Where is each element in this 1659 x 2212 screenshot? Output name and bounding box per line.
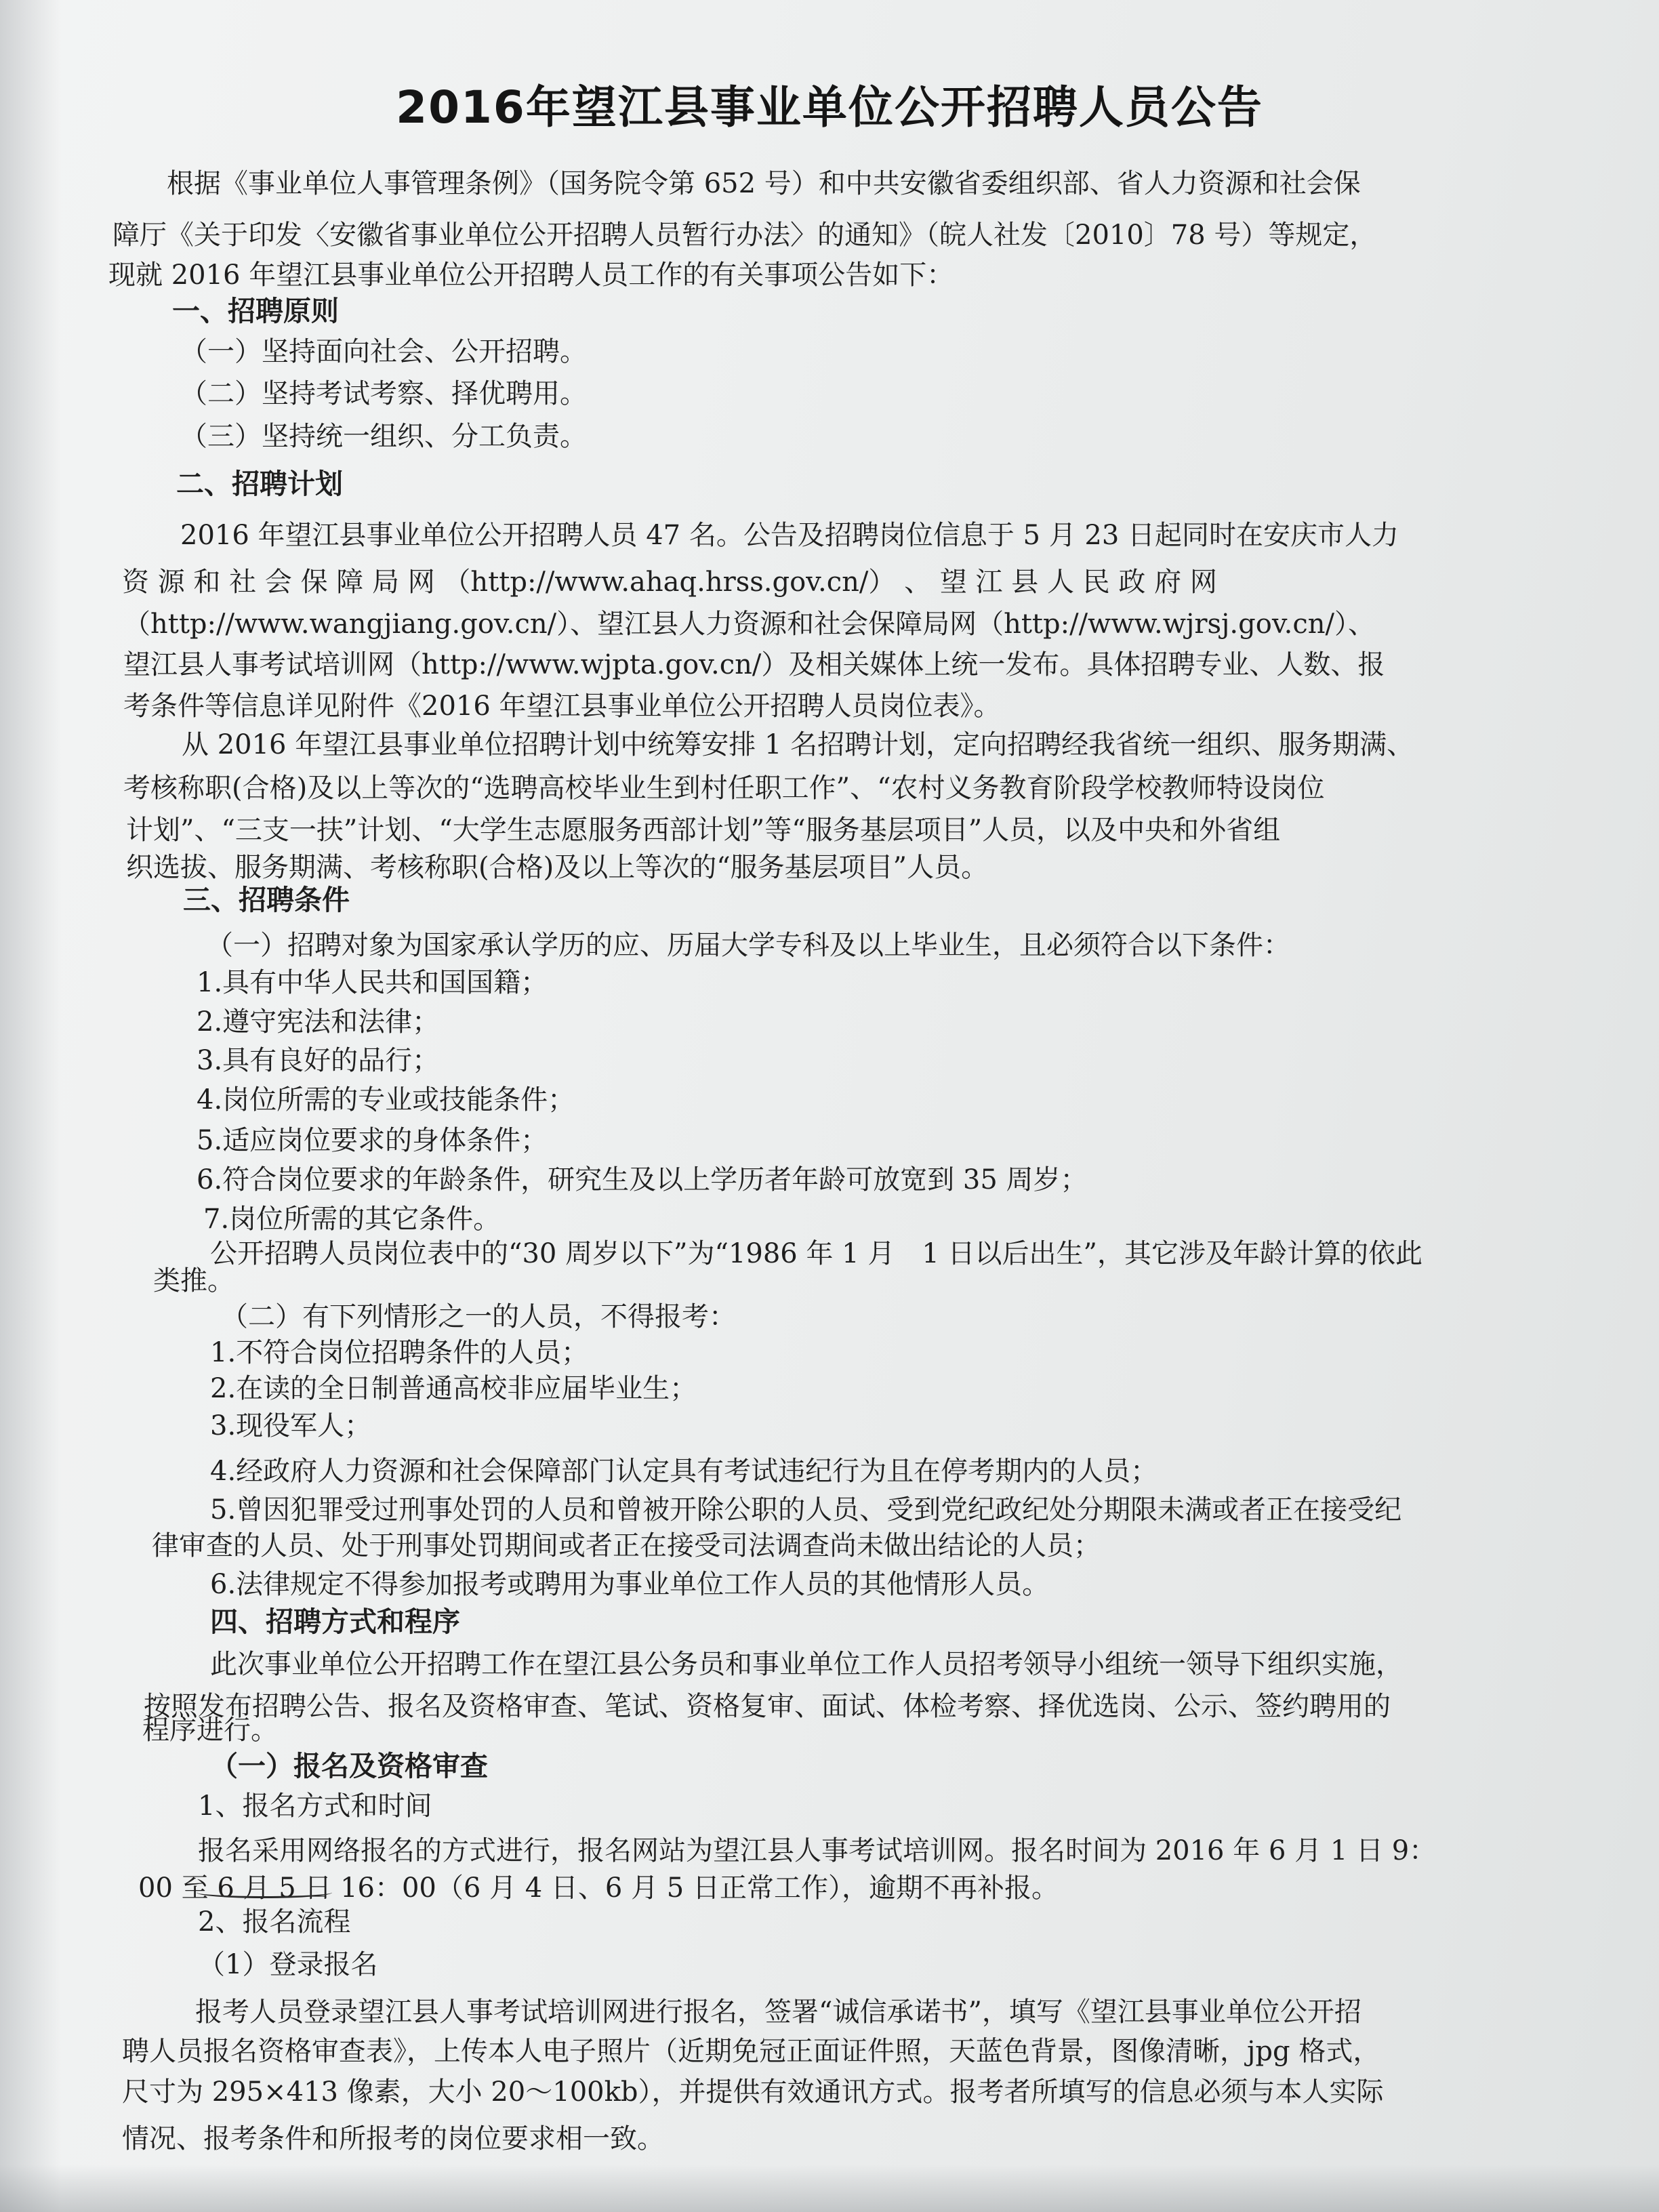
paragraph-line: 织选拔、服务期满、考核称职(合格)及以上等次的“服务基层项目”人员。 (126, 852, 989, 883)
paragraph-line: 00 至 6 月 5 日 16：00（6 月 4 日、6 月 5 日正常工作），逾期不再补报。 (138, 1872, 1059, 1904)
list-item: 6.法律规定不得参加报考或聘用为事业单位工作人员的其他情形人员。 (210, 1569, 1050, 1600)
list-item: （三）坚持统一组织、分工负责。 (180, 421, 587, 452)
section-heading: 二、招聘计划 (176, 468, 343, 500)
list-item: 1.不符合岗位招聘条件的人员； (210, 1337, 589, 1368)
list-item: 5.曾因犯罪受过刑事处罚的人员和曾被开除公职的人员、受到党纪政纪处分期限未满或者正在接受纪 (210, 1494, 1402, 1525)
list-item: 律审查的人员、处于刑事处罚期间或者正在接受司法调查尚未做出结论的人员； (152, 1530, 1101, 1561)
list-item: （二）坚持考试考察、择优聘用。 (180, 378, 587, 409)
paragraph-line: 报名采用网络报名的方式进行，报名网站为望江县人事考试培训网。报名时间为 2016 年 6 月 1 日 9： (198, 1835, 1437, 1866)
paragraph-line: 尺寸为 295×413 像素，大小 20～100kb），并提供有效通讯方式。报考者所填写的信息必须与本人实际 (122, 2076, 1384, 2108)
section-heading: 三、招聘条件 (183, 884, 350, 916)
paragraph-line: 2016 年望江县事业单位公开招聘人员 47 名。公告及招聘岗位信息于 5 月 23 日起同时在安庆市人力 (180, 520, 1399, 551)
list-item: 6.符合岗位要求的年龄条件，研究生及以上学历者年龄可放宽到 35 周岁； (197, 1164, 1088, 1195)
list-item: 3.现役军人； (210, 1410, 372, 1441)
paragraph-line: 按照发布招聘公告、报名及资格审查、笔试、资格复审、面试、体检考察、择优选岗、公示、签约聘用的 (144, 1691, 1391, 1722)
paragraph-line: 情况、报考条件和所报考的岗位要求相一致。 (122, 2123, 664, 2154)
list-item: 5.适应岗位要求的身体条件； (197, 1125, 548, 1156)
list-item: 2.遵守宪法和法律； (197, 1006, 440, 1038)
paragraph-line: 考条件等信息详见附件《2016 年望江县事业单位公开招聘人员岗位表》。 (123, 691, 1001, 722)
paragraph-line: 聘人员报名资格审查表》，上传本人电子照片（近期免冠正面证件照，天蓝色背景，图像清晰，jpg 格式， (122, 2036, 1380, 2067)
paragraph-line: 计划”、“三支一扶”计划、“大学生志愿服务西部计划”等“服务基层项目”人员，以及中央和外省组 (126, 815, 1281, 846)
section-heading: 一、招聘原则 (172, 295, 339, 327)
sub-heading: （二）有下列情形之一的人员，不得报考： (221, 1301, 736, 1332)
paragraph-line: 公开招聘人员岗位表中的“30 周岁以下”为“1986 年 1 月 1 日以后出生”，其它涉及年龄计算的依此 (210, 1238, 1422, 1269)
list-item: （一）坚持面向社会、公开招聘。 (180, 336, 587, 367)
list-item: 4.经政府人力资源和社会保障部门认定具有考试违纪行为且在停考期内的人员； (210, 1456, 1158, 1487)
paragraph-line: 考核称职(合格)及以上等次的“选聘高校毕业生到村任职工作”、“农村义务教育阶段学校教师特设岗位 (123, 773, 1325, 804)
paragraph-line: 资 源 和 社 会 保 障 局 网 （http://www.ahaq.hrss.gov.cn/） 、 望 江 县 人 民 政 府 网 (122, 567, 1217, 598)
paragraph-line: 望江县人事考试培训网（http://www.wjpta.gov.cn/）及相关媒体上统一发布。具体招聘专业、人数、报 (123, 649, 1385, 680)
sub-heading: （一）招聘对象为国家承认学历的应、历届大学专科及以上毕业生，且必须符合以下条件： (206, 930, 1290, 961)
paragraph-line: 类推。 (153, 1265, 234, 1296)
paragraph-line: （1）登录报名 (198, 1949, 378, 1980)
paragraph-line: 程序进行。 (142, 1715, 278, 1746)
paragraph-line: 根据《事业单位人事管理条例》（国务院令第 652 号）和中共安徽省委组织部、省人力资源和社会保 (167, 168, 1361, 199)
list-item: 1.具有中华人民共和国国籍； (197, 967, 548, 998)
paragraph-line: 现就 2016 年望江县事业单位公开招聘人员工作的有关事项公告如下： (108, 260, 954, 291)
list-item: 3.具有良好的品行； (197, 1045, 440, 1076)
paragraph-line: 障厅《关于印发〈安徽省事业单位公开招聘人员暂行办法〉的通知》（皖人社发〔2010〕78 号）等规定， (112, 220, 1377, 251)
section-heading: 四、招聘方式和程序 (210, 1605, 460, 1638)
paragraph-line: 从 2016 年望江县事业单位招聘计划中统筹安排 1 名招聘计划，定向招聘经我省统一组织、服务期满、 (182, 729, 1414, 760)
paragraph-line: （http://www.wangjiang.gov.cn/）、望江县人力资源和社会保障局网（http://www.wjrsj.gov.cn/）、 (123, 609, 1376, 640)
list-item: 2.在读的全日制普通高校非应届毕业生； (210, 1373, 697, 1404)
list-item: 4.岗位所需的专业或技能条件； (197, 1084, 575, 1115)
list-item: 7.岗位所需的其它条件。 (203, 1204, 501, 1235)
handwritten-underline (197, 1887, 332, 1898)
paragraph-line: 此次事业单位公开招聘工作在望江县公务员和事业单位工作人员招考领导小组统一领导下组织实施， (210, 1649, 1403, 1680)
page-shadow-bottom (0, 2165, 1659, 2212)
sub-heading: （一）报名及资格审查 (210, 1750, 488, 1782)
page-shadow-left (0, 0, 61, 2212)
paragraph-line: 1、报名方式和时间 (198, 1790, 432, 1822)
document-title: 2016年望江县事业单位公开招聘人员公告 (396, 81, 1263, 134)
paragraph-line: 报考人员登录望江县人事考试培训网进行报名，签署“诚信承诺书”，填写《望江县事业单位公开招 (195, 1996, 1361, 2028)
paragraph-line: 2、报名流程 (198, 1906, 351, 1938)
